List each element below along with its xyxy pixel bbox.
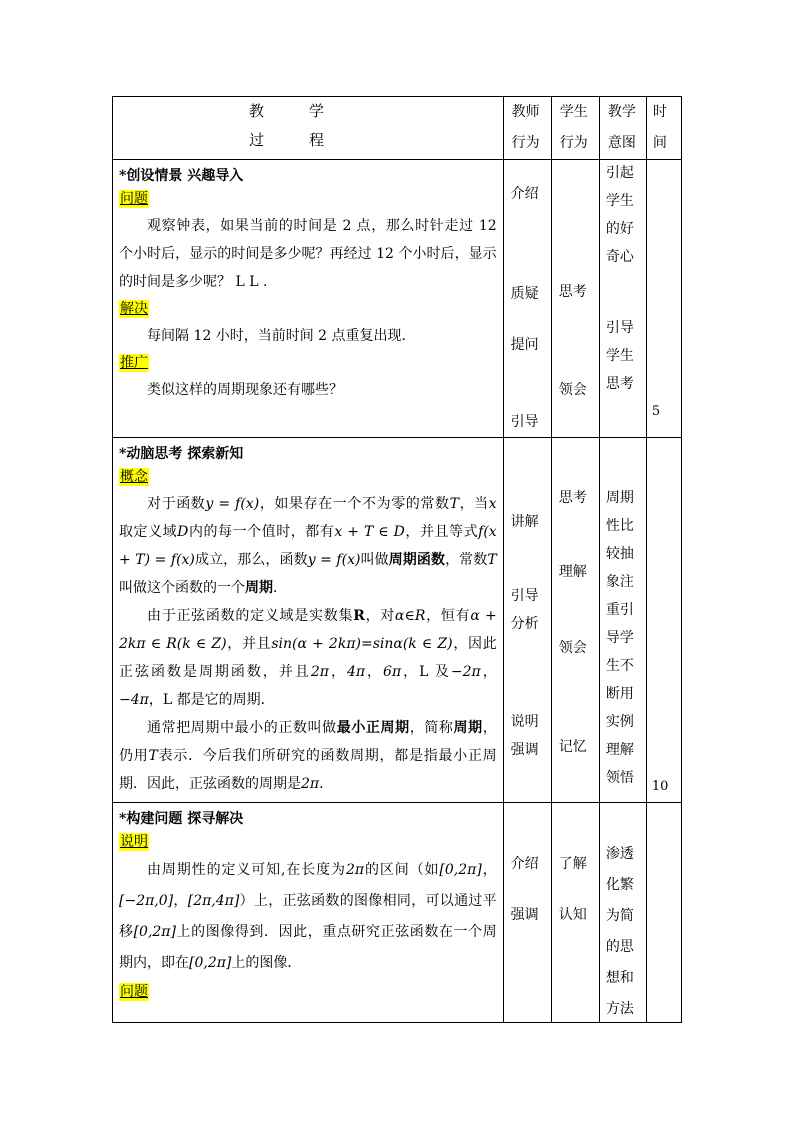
tag-concept: 概念 [120, 469, 148, 485]
teacher-action: 介绍 [510, 856, 539, 872]
intent-text: 周期性比较抽象注重引导学生不断用实例理解领悟 [605, 490, 634, 786]
tag-solve: 解决 [120, 301, 148, 317]
intent-text: 渗透化繁为简的思想和方法 [605, 846, 634, 1017]
section-2-content [113, 438, 504, 803]
header-text: 意图 [607, 135, 636, 151]
time-value: 10 [651, 779, 669, 794]
section-2-teacher [503, 438, 551, 803]
tag-explain: 说明 [120, 834, 148, 850]
header-text: 行为 [511, 135, 540, 151]
header-row [113, 97, 682, 160]
header-text: 教学 [607, 104, 636, 120]
extend-text: 类似这样的周期现象还有哪些？ [147, 382, 343, 398]
section-1-student [551, 160, 599, 438]
student-action: 记忆 [558, 739, 587, 755]
tag-extend: 推广 [120, 355, 148, 371]
solve-text: 每间隔 12 小时，当前时间 2 点重复出现． [147, 328, 416, 344]
header-text: 学生 [559, 104, 588, 120]
header-text: 学 [309, 102, 325, 120]
header-text: 间 [652, 135, 667, 151]
student-action: 领会 [558, 382, 587, 398]
student-action: 理解 [558, 564, 587, 580]
explain-paragraph: 由周期性的定义可知,在长度为2π的区间（如[0,2π]，[−2π,0]，[2π,4π]）上，正弦函数的图像相同，可以通过平移[0,2π]上的图像得到．因此，重点研究正弦函数在一个周期内，即在[0,2π]上的图像． [119, 862, 497, 971]
section-1-intent [599, 160, 646, 438]
header-intent [599, 97, 646, 160]
section-title: *构建问题 探寻解决 [119, 811, 244, 827]
section-2-intent [599, 438, 646, 803]
section-3-student [551, 803, 599, 1023]
header-student [551, 97, 599, 160]
student-action: 了解 [558, 856, 587, 872]
teacher-action: 提问 [510, 337, 539, 353]
teacher-action: 引导 [510, 588, 539, 604]
tag-problem: 问题 [120, 984, 148, 1000]
student-action: 思考 [558, 490, 587, 506]
tag-problem: 问题 [120, 191, 148, 207]
header-time [646, 97, 681, 160]
header-text: 时 [652, 104, 667, 120]
teacher-action: 分析 [510, 616, 539, 632]
section-title: *动脑思考 探索新知 [119, 446, 244, 462]
problem-text: 观察钟表，如果当前的时间是 2 点，那么时针走过 12 个小时后，显示的时间是多少呢？再经过 12 个小时后，显示的时间是多少呢？ L L . [119, 218, 497, 290]
header-text: 教师 [511, 104, 540, 120]
header-text: 行为 [559, 135, 588, 151]
section-1-teacher [503, 160, 551, 438]
teacher-action: 介绍 [510, 186, 539, 202]
section-title: *创设情景 兴趣导入 [119, 168, 244, 184]
teacher-action: 引导 [510, 414, 539, 430]
header-text: 教 [249, 102, 265, 120]
section-1-row [113, 160, 682, 438]
teacher-action: 说明 [510, 714, 539, 730]
section-1-content [113, 160, 504, 438]
section-3-time [646, 803, 681, 1023]
lesson-plan-page [112, 96, 682, 1023]
section-2-time [646, 438, 681, 803]
section-2-row [113, 438, 682, 803]
section-1-time [646, 160, 681, 438]
minimum-period-paragraph: 通常把周期中最小的正数叫做最小正周期，简称周期，仍用T表示．今后我们所研究的函数周期，都是指最小正周期．因此，正弦函数的周期是2π． [119, 720, 497, 792]
section-3-teacher [503, 803, 551, 1023]
teacher-action: 强调 [510, 742, 539, 758]
definition-paragraph: 对于函数y = f(x)，如果存在一个不为零的常数T，当x取定义域D内的每一个值时，都有x + T ∈ D，并且等式f(x + T) = f(x)成立，那么，函数y = f(x)叫做周期函数，常数T叫做这个函数的一个周期． [119, 496, 497, 596]
header-text: 程 [309, 131, 325, 149]
intent-text: 引起学生的好奇心 [605, 165, 634, 265]
lesson-table [112, 96, 682, 1023]
section-2-student [551, 438, 599, 803]
section-3-content [113, 803, 504, 1023]
header-process [113, 97, 504, 160]
header-text: 过 [249, 131, 265, 149]
intent-text: 引导学生思考 [605, 320, 634, 392]
section-3-intent [599, 803, 646, 1023]
student-action: 思考 [558, 284, 587, 300]
student-action: 认知 [558, 907, 587, 923]
teacher-action: 讲解 [510, 514, 539, 530]
section-3-row [113, 803, 682, 1023]
time-value: 5 [651, 404, 661, 419]
teacher-action: 强调 [510, 907, 539, 923]
header-teacher [503, 97, 551, 160]
student-action: 领会 [558, 640, 587, 656]
teacher-action: 质疑 [510, 286, 539, 302]
sine-period-paragraph: 由于正弦函数的定义域是实数集R，对α∈R，恒有α + 2kπ ∈ R(k ∈ Z)，并且sin(α + 2kπ)=sinα(k ∈ Z)，因此正弦函数是周期函数，并且2π，4π，6π，L 及−2π，−4π，L 都是它的周期． [119, 608, 497, 708]
